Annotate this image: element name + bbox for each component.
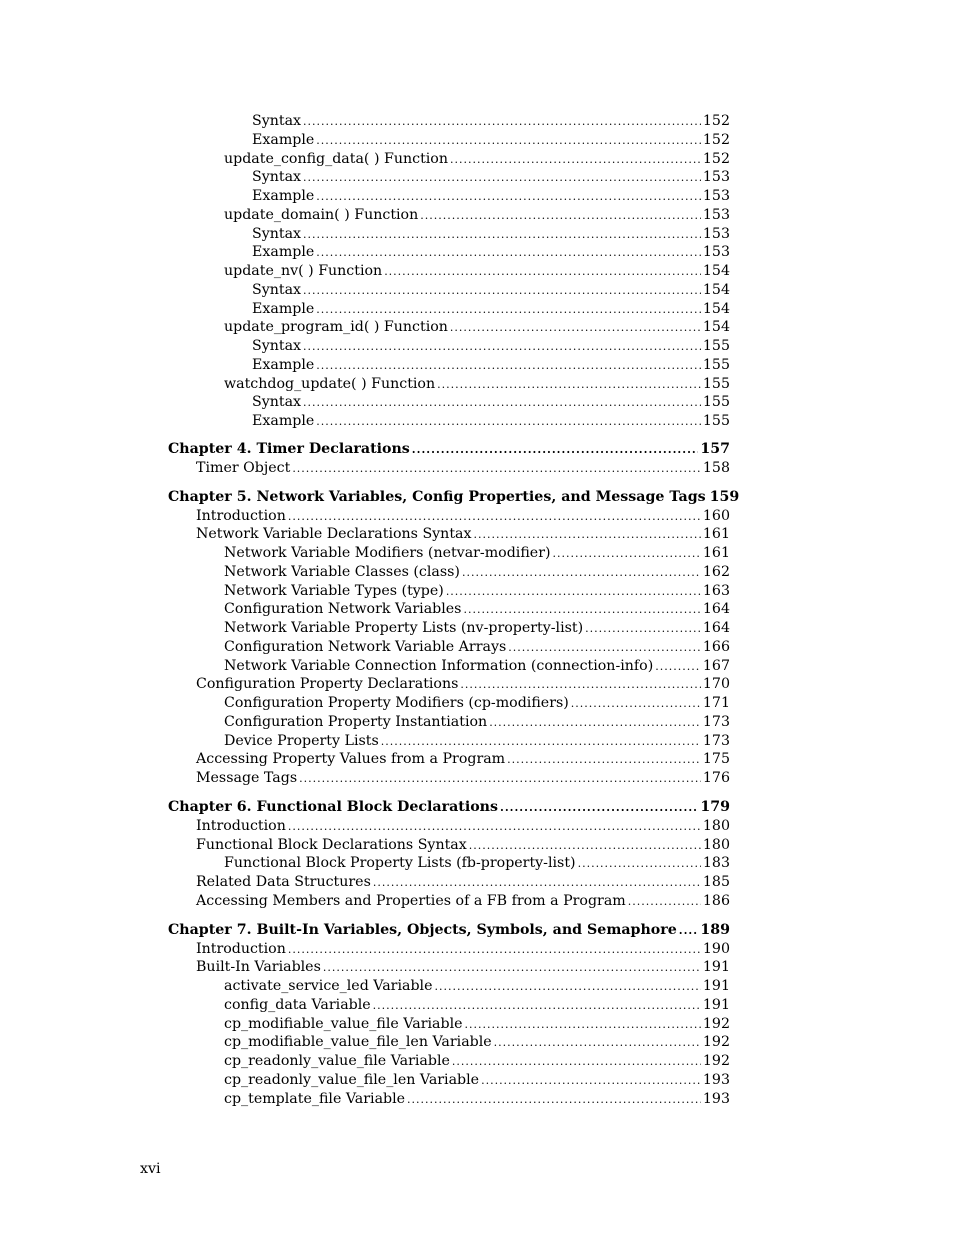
dot-leader	[316, 188, 701, 207]
toc-entry[interactable]	[168, 459, 730, 478]
toc-entry-title: Chapter 6. Functional Block Declarations	[168, 798, 498, 815]
toc-entry[interactable]	[168, 694, 730, 713]
toc-entry[interactable]	[168, 892, 730, 911]
toc-entry[interactable]	[168, 393, 730, 412]
toc-entry-page: 153	[702, 188, 730, 204]
toc-entry-page: 190	[702, 940, 730, 957]
toc-entry-title: Network Variable Connection Information (connection-info)	[224, 657, 654, 674]
toc-entry[interactable]	[168, 600, 730, 619]
toc-entry-title: Example	[252, 188, 315, 204]
dot-leader	[489, 714, 701, 733]
toc-entry-page: 167	[702, 657, 730, 674]
toc-entry[interactable]	[168, 1033, 730, 1052]
dot-leader	[316, 357, 701, 376]
toc-entry-page: 152	[702, 113, 730, 129]
toc-entry-title: Introduction	[196, 817, 286, 834]
toc-entry-page: 180	[702, 817, 730, 834]
toc-entry-title: Device Property Lists	[224, 732, 379, 749]
toc-entry[interactable]	[168, 262, 730, 281]
toc-entry-page: 164	[702, 620, 730, 636]
toc-entry-title: Network Variable Types (type)	[224, 582, 444, 599]
toc-entry-page: 154	[702, 300, 730, 317]
dot-leader	[316, 244, 701, 263]
toc-entry-page: 191	[702, 978, 730, 994]
dot-leader	[469, 837, 701, 856]
toc-entry-page: 154	[702, 319, 730, 336]
toc-entry[interactable]	[168, 563, 730, 582]
toc-entry-title: cp_modifiable_value_file_len Variable	[224, 1034, 492, 1051]
dot-leader	[316, 413, 701, 432]
toc-entry[interactable]	[168, 168, 730, 187]
toc-entry-page: 154	[702, 281, 730, 298]
toc-entry-page: 180	[702, 836, 730, 853]
toc-entry-title: Chapter 4. Timer Declarations	[168, 440, 410, 457]
dot-leader	[463, 601, 700, 620]
toc-entry-page: 189	[700, 921, 730, 938]
toc-entry-page: 155	[702, 356, 730, 373]
toc-entry-title: Accessing Members and Properties of a FB from a Program	[196, 892, 626, 909]
toc-entry[interactable]	[168, 638, 730, 657]
toc-entry-page: 185	[702, 874, 730, 890]
dot-leader	[500, 798, 698, 817]
toc-entry[interactable]	[168, 206, 730, 225]
toc-entry[interactable]	[168, 1052, 730, 1071]
toc-entry-page: 157	[700, 440, 730, 457]
toc-entry-title: Timer Object	[196, 459, 291, 476]
toc-entry-page: 175	[702, 751, 730, 768]
toc-chapter-entry[interactable]	[168, 440, 730, 459]
toc-entry-page: 155	[702, 338, 730, 354]
toc-entry-title: activate_service_led Variable	[224, 978, 433, 994]
dot-leader	[373, 997, 701, 1016]
dot-leader	[420, 207, 701, 226]
toc-entry[interactable]	[168, 150, 730, 169]
dot-leader	[465, 1016, 701, 1035]
toc-entry-title: update_config_data( ) Function	[224, 150, 448, 167]
dot-leader	[303, 282, 701, 301]
dot-leader	[303, 113, 701, 132]
toc-entry[interactable]	[168, 940, 730, 959]
dot-leader	[452, 1053, 701, 1072]
toc-entry-title: Functional Block Declarations Syntax	[196, 836, 467, 853]
toc-entry-page: 176	[702, 770, 730, 786]
toc-entry-page: 155	[702, 394, 730, 411]
toc-entry[interactable]	[168, 996, 730, 1015]
toc-entry-page: 164	[702, 601, 730, 618]
toc-entry-page: 163	[702, 582, 730, 599]
toc-entry-title: Configuration Property Instantiation	[224, 713, 488, 730]
toc-entry-title: Syntax	[252, 169, 302, 186]
toc-entry[interactable]	[168, 412, 730, 431]
toc-entry-page: 155	[702, 413, 730, 429]
dot-leader	[412, 440, 699, 459]
toc-entry-title: Configuration Property Modifiers (cp-modifiers)	[224, 695, 569, 711]
toc-entry-title: Network Variable Modifiers (netvar-modifier)	[224, 545, 551, 561]
toc-entry-title: Syntax	[252, 338, 302, 354]
toc-entry-title: Functional Block Property Lists (fb-property-list)	[224, 855, 576, 872]
toc-entry[interactable]	[168, 337, 730, 356]
toc-chapter-entry[interactable]	[168, 798, 730, 817]
toc-entry[interactable]	[168, 375, 730, 394]
toc-entry[interactable]	[168, 1015, 730, 1034]
dot-leader	[288, 818, 701, 837]
toc-entry-page: 153	[702, 206, 730, 223]
toc-entry[interactable]	[168, 836, 730, 855]
toc-entry-page: 152	[702, 150, 730, 167]
toc-entry[interactable]	[168, 817, 730, 836]
toc-entry-page: 192	[702, 1034, 730, 1051]
toc-entry[interactable]	[168, 112, 730, 131]
toc-entry-title: Syntax	[252, 394, 302, 411]
toc-entry-page: 192	[702, 1053, 730, 1069]
dot-leader	[299, 770, 701, 789]
toc-entry[interactable]	[168, 544, 730, 563]
toc-entry-page: 153	[702, 225, 730, 242]
dot-leader	[288, 508, 701, 527]
toc-entry[interactable]	[168, 769, 730, 788]
toc-entry-title: Syntax	[252, 281, 302, 298]
toc-entry[interactable]	[168, 977, 730, 996]
dot-leader	[407, 1091, 701, 1110]
toc-entry-page: 162	[702, 563, 730, 580]
toc-entry-page: 170	[702, 676, 730, 693]
toc-entry-title: Related Data Structures	[196, 874, 371, 890]
dot-leader	[373, 874, 701, 893]
toc-entry-page: 159	[709, 488, 740, 505]
dot-leader	[628, 893, 701, 912]
toc-entry-title: Configuration Property Declarations	[196, 676, 459, 693]
toc-entry-page: 173	[702, 713, 730, 730]
dot-leader	[288, 941, 701, 960]
dot-leader	[384, 263, 701, 282]
toc-entry-title: Network Variable Property Lists (nv-property-list)	[224, 620, 584, 636]
toc-entry-page: 153	[702, 244, 730, 261]
toc-entry-page: 191	[702, 959, 730, 976]
toc-entry[interactable]	[168, 732, 730, 751]
toc-entry[interactable]	[168, 873, 730, 892]
toc-entry[interactable]	[168, 318, 730, 337]
dot-leader	[494, 1034, 701, 1053]
toc-entry-title: Introduction	[196, 507, 286, 524]
toc-entry[interactable]	[168, 525, 730, 544]
dot-leader	[381, 733, 701, 752]
dot-leader	[460, 676, 701, 695]
dot-leader	[473, 526, 700, 545]
dot-leader	[303, 338, 701, 357]
toc-entry-page: 193	[702, 1090, 730, 1107]
toc-entry-title: Configuration Network Variable Arrays	[224, 638, 507, 655]
toc-entry-title: Chapter 7. Built-In Variables, Objects, Symbols, and Semaphore	[168, 921, 677, 938]
dot-leader	[571, 695, 701, 714]
toc-entry-title: Example	[252, 131, 315, 148]
toc-entry[interactable]	[168, 187, 730, 206]
table-of-contents	[168, 112, 740, 1108]
dot-leader	[446, 583, 701, 602]
toc-chapter-entry[interactable]	[168, 488, 740, 507]
toc-entry[interactable]	[168, 281, 730, 300]
toc-chapter-entry[interactable]	[168, 921, 730, 940]
toc-entry-page: 171	[702, 695, 730, 711]
toc-entry-title: Message Tags	[196, 770, 298, 786]
dot-leader	[303, 394, 701, 413]
dot-leader	[508, 639, 701, 658]
dot-leader	[316, 301, 701, 320]
toc-entry-page: 192	[702, 1015, 730, 1032]
toc-entry-page: 160	[702, 507, 730, 524]
toc-entry[interactable]	[168, 300, 730, 319]
toc-entry-title: cp_readonly_value_file Variable	[224, 1053, 450, 1069]
toc-entry[interactable]	[168, 657, 730, 676]
toc-entry-title: Example	[252, 244, 315, 261]
toc-entry-title: watchdog_update( ) Function	[224, 375, 436, 392]
toc-entry[interactable]	[168, 619, 730, 638]
toc-entry[interactable]	[168, 854, 730, 873]
toc-entry[interactable]	[168, 958, 730, 977]
toc-entry-title: Example	[252, 356, 315, 373]
toc-entry-title: Built-In Variables	[196, 959, 321, 976]
toc-entry-page: 161	[702, 526, 730, 543]
toc-entry-title: Configuration Network Variables	[224, 601, 462, 618]
dot-leader	[585, 620, 701, 639]
toc-entry[interactable]	[168, 507, 730, 526]
toc-entry[interactable]	[168, 1090, 730, 1109]
dot-leader	[553, 545, 701, 564]
toc-entry[interactable]	[168, 713, 730, 732]
toc-entry-title: Network Variable Declarations Syntax	[196, 526, 472, 543]
dot-leader	[450, 151, 701, 170]
dot-leader	[655, 658, 701, 677]
toc-entry-page: 154	[702, 263, 730, 279]
toc-entry-title: Introduction	[196, 940, 286, 957]
toc-entry-title: Network Variable Classes (class)	[224, 563, 460, 580]
dot-leader	[578, 855, 701, 874]
toc-entry-page: 152	[702, 131, 730, 148]
toc-entry[interactable]	[168, 131, 730, 150]
dot-leader	[323, 959, 701, 978]
toc-entry[interactable]	[168, 225, 730, 244]
dot-leader	[481, 1072, 701, 1091]
dot-leader	[679, 921, 699, 940]
toc-entry-page: 191	[702, 996, 730, 1013]
toc-entry[interactable]	[168, 1071, 730, 1090]
toc-entry-page: 158	[702, 459, 730, 476]
toc-entry-title: Example	[252, 300, 315, 317]
dot-leader	[303, 226, 701, 245]
dot-leader	[303, 169, 701, 188]
page-number: xvi	[140, 1161, 161, 1177]
toc-entry[interactable]	[168, 243, 730, 262]
toc-entry-title: Syntax	[252, 113, 302, 129]
dot-leader	[316, 132, 701, 151]
toc-entry-title: update_domain( ) Function	[224, 206, 419, 223]
dot-leader	[450, 319, 701, 338]
toc-entry-page: 179	[700, 798, 730, 815]
dot-leader	[434, 978, 700, 997]
toc-entry-title: Accessing Property Values from a Program	[196, 751, 506, 768]
toc-entry-title: Example	[252, 413, 315, 429]
toc-entry[interactable]	[168, 750, 730, 769]
toc-entry[interactable]	[168, 675, 730, 694]
toc-entry-page: 186	[702, 892, 730, 909]
toc-entry[interactable]	[168, 356, 730, 375]
toc-entry-title: Syntax	[252, 225, 302, 242]
toc-entry-page: 153	[702, 169, 730, 186]
toc-entry-title: cp_readonly_value_file_len Variable	[224, 1071, 480, 1088]
toc-entry-title: update_nv( ) Function	[224, 263, 383, 279]
toc-entry[interactable]	[168, 582, 730, 601]
dot-leader	[292, 460, 701, 479]
toc-entry-title: update_program_id( ) Function	[224, 319, 448, 336]
toc-entry-page: 193	[702, 1071, 730, 1088]
dot-leader	[507, 751, 701, 770]
toc-entry-page: 166	[702, 638, 730, 655]
toc-entry-page: 173	[702, 732, 730, 749]
dot-leader	[437, 376, 701, 395]
toc-entry-title: cp_template_file Variable	[224, 1090, 406, 1107]
toc-entry-page: 155	[702, 375, 730, 392]
toc-entry-title: config_data Variable	[224, 996, 371, 1013]
toc-entry-page: 183	[702, 855, 730, 872]
dot-leader	[462, 564, 701, 583]
toc-entry-title: Chapter 5. Network Variables, Config Properties, and Message Tags	[168, 488, 706, 505]
toc-entry-title: cp_modifiable_value_file Variable	[224, 1015, 463, 1032]
toc-entry-page: 161	[702, 545, 730, 561]
